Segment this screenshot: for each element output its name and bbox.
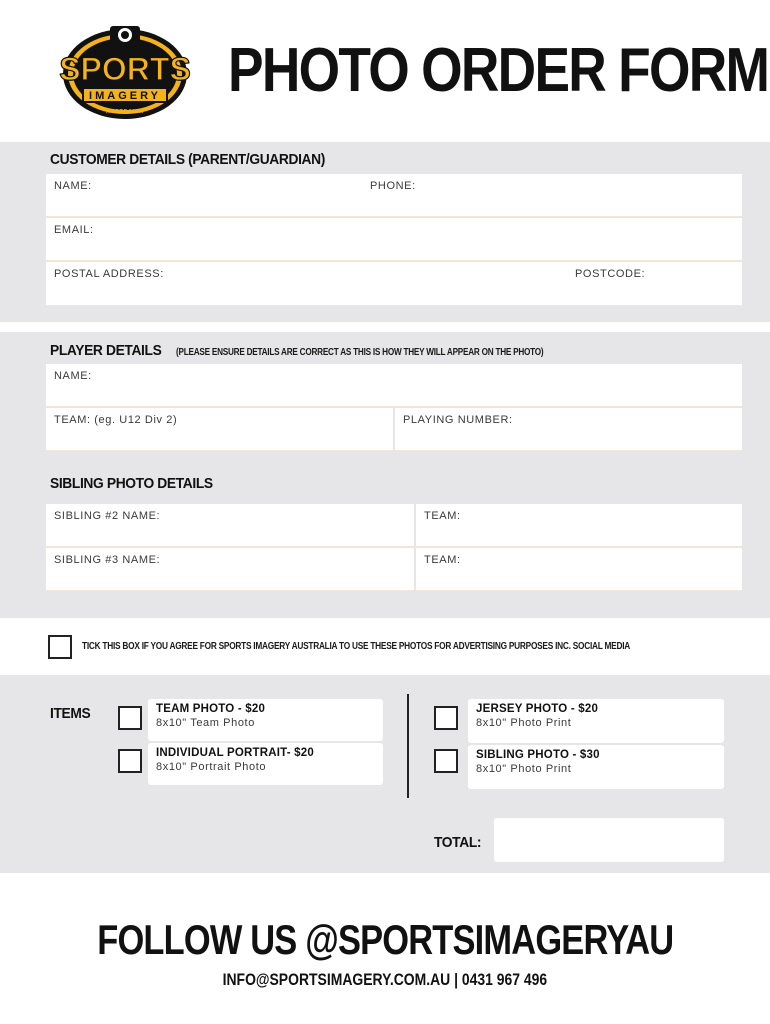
player-number-field[interactable] [395, 408, 742, 451]
sibling-photo-sub: 8x10" Photo Print [476, 763, 572, 775]
player-name-field[interactable] [46, 364, 742, 407]
team-photo-sub: 8x10" Team Photo [156, 717, 255, 729]
customer-address-field[interactable] [46, 262, 566, 306]
sibling2-name-label: SIBLING #2 NAME: [54, 510, 161, 522]
player-section-title: PLAYER DETAILS [50, 342, 162, 359]
items-section-title: ITEMS [50, 705, 91, 722]
contact-info [0, 970, 770, 990]
customer-phone-label: PHONE: [370, 180, 416, 192]
player-team-label: TEAM: (eg. U12 Div 2) [54, 414, 178, 426]
sibling-section-title: SIBLING PHOTO DETAILS [50, 475, 213, 492]
jersey-photo-checkbox[interactable] [434, 706, 458, 730]
customer-postcode-field[interactable] [566, 262, 742, 306]
team-photo-item [148, 699, 383, 741]
jersey-photo-title: JERSEY PHOTO - $20 [476, 703, 599, 715]
customer-name-label: NAME: [54, 180, 92, 192]
sibling2-name-field[interactable] [46, 504, 414, 547]
logo-imagery-text: IMAGERY [89, 90, 161, 102]
sibling3-team-label: TEAM: [424, 554, 461, 566]
player-team-field[interactable] [46, 408, 393, 451]
customer-phone-field[interactable] [366, 174, 742, 217]
logo-sub-text: AUSTRALIA [106, 109, 144, 115]
customer-address-label: POSTAL ADDRESS: [54, 268, 164, 280]
sibling-photo-checkbox[interactable] [434, 749, 458, 773]
team-photo-checkbox[interactable] [118, 706, 142, 730]
player-number-label: PLAYING NUMBER: [403, 414, 513, 426]
items-divider [407, 694, 409, 798]
individual-portrait-sub: 8x10" Portrait Photo [156, 761, 267, 773]
logo-sports-text: SPORTS [59, 51, 191, 87]
player-section-heading [50, 342, 171, 360]
individual-portrait-title: INDIVIDUAL PORTRAIT- $20 [156, 747, 314, 759]
consent-text: TICK THIS BOX IF YOU AGREE FOR SPORTS IMAGERY AUSTRALIA TO USE THESE PHOTOS FOR ADVERTISING PURPOSES INC. SOCIAL MEDIA [82, 641, 630, 652]
sibling3-name-field[interactable] [46, 548, 414, 591]
contact-label: INFO@SPORTSIMAGERY.COM.AU | 0431 967 496 [222, 970, 548, 989]
customer-section-title: CUSTOMER DETAILS (PARENT/GUARDIAN) [50, 151, 325, 168]
team-photo-title: TEAM PHOTO - $20 [156, 703, 266, 715]
sibling3-team-field[interactable] [416, 548, 742, 591]
jersey-photo-sub: 8x10" Photo Print [476, 717, 572, 729]
individual-portrait-checkbox[interactable] [118, 749, 142, 773]
sibling3-name-label: SIBLING #3 NAME: [54, 554, 161, 566]
jersey-photo-item [468, 699, 724, 743]
player-section-note: (PLEASE ENSURE DETAILS ARE CORRECT AS THIS IS HOW THEY WILL APPEAR ON THE PHOTO) [176, 347, 544, 358]
sibling-photo-title: SIBLING PHOTO - $30 [476, 749, 600, 761]
total-label: TOTAL: [434, 834, 482, 851]
sibling-photo-item [468, 745, 724, 789]
customer-name-field[interactable] [46, 174, 366, 217]
page-title: PHOTO ORDER FORM [228, 36, 769, 105]
consent-checkbox[interactable] [48, 635, 72, 659]
sibling2-team-label: TEAM: [424, 510, 461, 522]
customer-email-label: EMAIL: [54, 224, 94, 236]
sports-imagery-logo [52, 22, 198, 122]
customer-postcode-label: POSTCODE: [575, 268, 646, 280]
total-field[interactable] [494, 818, 724, 862]
follow-us-text [0, 916, 770, 964]
customer-email-field[interactable] [46, 218, 742, 261]
player-name-label: NAME: [54, 370, 92, 382]
individual-portrait-item [148, 743, 383, 785]
sibling2-team-field[interactable] [416, 504, 742, 547]
follow-us-label: FOLLOW US @SPORTSIMAGERYAU [96, 916, 674, 963]
